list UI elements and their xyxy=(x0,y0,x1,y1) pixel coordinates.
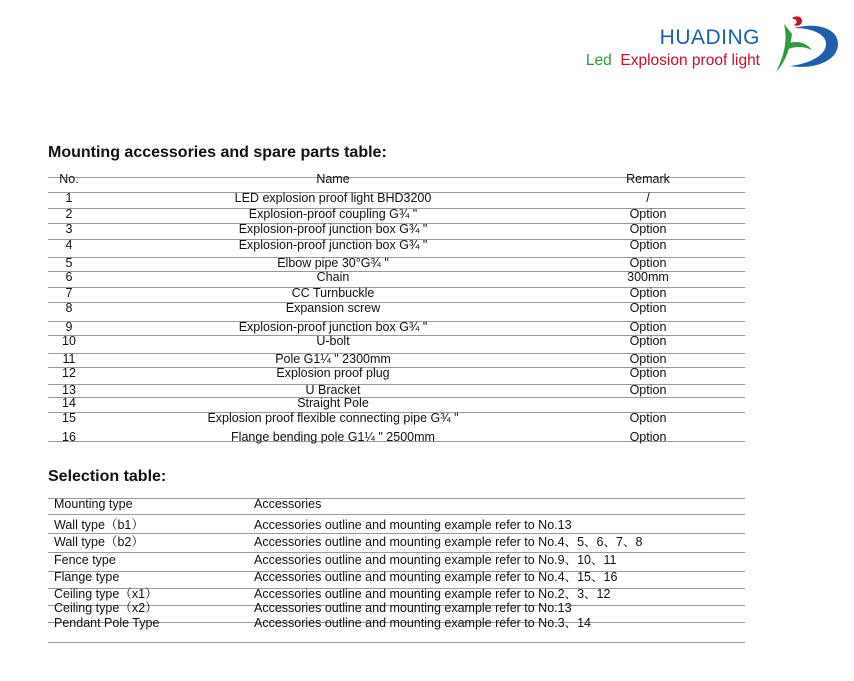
parts-row-7-no: 7 xyxy=(65,286,73,300)
parts-row-6-remark: 300mm xyxy=(627,270,669,284)
parts-table xyxy=(48,172,745,444)
brand-tagline xyxy=(560,52,760,70)
parts-row-1-remark: / xyxy=(646,191,650,205)
parts-row-13-name: U Bracket xyxy=(305,383,361,397)
parts-row-9-name: Explosion-proof junction box G¾ " xyxy=(238,320,428,334)
selection-row-3-accessories: Accessories outline and mounting example refer to No.9、10、11 xyxy=(254,553,617,567)
selection-row-6-accessories: Accessories outline and mounting example refer to No.13 xyxy=(254,601,572,615)
parts-row-11-no: 11 xyxy=(62,352,76,366)
parts-row-2-no: 2 xyxy=(65,207,73,221)
parts-row-5-name: Elbow pipe 30°G¾ " xyxy=(277,256,389,270)
selection-row-4-type: Flange type xyxy=(54,570,120,584)
parts-row-8-no: 8 xyxy=(65,301,73,315)
header-no: No. xyxy=(59,172,79,186)
parts-row-3-remark: Option xyxy=(629,222,667,236)
parts-row-2-name: Explosion-proof coupling G¾ " xyxy=(248,207,418,221)
parts-row-13-remark: Option xyxy=(629,383,667,397)
selection-row-4-accessories: Accessories outline and mounting example refer to No.4、15、16 xyxy=(254,570,618,584)
parts-row-6-name: Chain xyxy=(316,270,350,284)
parts-row-3-name: Explosion-proof junction box G¾ " xyxy=(238,222,428,236)
parts-row-7-name: CC Turnbuckle xyxy=(291,286,375,300)
parts-row-14-name: Straight Pole xyxy=(297,396,369,410)
brand-name: HUADING xyxy=(659,26,760,49)
selection-row-5-type: Ceiling type（x1） xyxy=(54,587,158,601)
parts-row-15-name: Explosion proof flexible connecting pipe G¾ " xyxy=(207,411,459,425)
parts-row-12-no: 12 xyxy=(62,366,76,380)
parts-row-15-remark: Option xyxy=(629,411,667,425)
parts-row-14-no: 14 xyxy=(62,396,76,410)
parts-row-9-remark: Option xyxy=(629,320,667,334)
parts-row-4-name: Explosion-proof junction box G¾ " xyxy=(238,238,428,252)
selection-row-1-accessories: Accessories outline and mounting example refer to No.13 xyxy=(254,518,572,532)
parts-row-15-no: 15 xyxy=(62,411,76,425)
parts-row-3-no: 3 xyxy=(65,222,73,236)
parts-row-11-remark: Option xyxy=(629,352,667,366)
parts-row-8-name: Expansion screw xyxy=(285,301,381,315)
parts-row-4-no: 4 xyxy=(65,238,73,252)
parts-row-12-name: Explosion proof plug xyxy=(276,366,390,380)
huading-logo-icon xyxy=(764,14,842,74)
parts-row-2-remark: Option xyxy=(629,207,667,221)
tagline-led: Led xyxy=(585,52,612,69)
selection-row-7-type: Pendant Pole Type xyxy=(54,616,160,630)
parts-row-10-no: 10 xyxy=(62,334,76,348)
selection-row-6-type: Ceiling type（x2） xyxy=(54,601,158,615)
parts-row-10-name: U-bolt xyxy=(316,334,350,348)
selection-row-5-accessories: Accessories outline and mounting example refer to No.2、3、12 xyxy=(254,587,611,601)
parts-row-7-remark: Option xyxy=(629,286,667,300)
parts-row-1-name: LED explosion proof light BHD3200 xyxy=(234,191,432,205)
header-accessories: Accessories xyxy=(254,497,322,511)
parts-row-16-name: Flange bending pole G1¼ " 2500mm xyxy=(231,430,435,444)
header-remark: Remark xyxy=(626,172,670,186)
parts-table-title: Mounting accessories and spare parts table: xyxy=(48,144,387,161)
selection-table xyxy=(48,496,745,646)
selection-table-title: Selection table: xyxy=(48,468,167,485)
parts-row-12-remark: Option xyxy=(629,366,667,380)
parts-row-9-no: 9 xyxy=(65,320,73,334)
parts-row-10-remark: Option xyxy=(629,334,667,348)
selection-row-7-accessories: Accessories outline and mounting example refer to No.3、14 xyxy=(254,616,591,630)
parts-row-1-no: 1 xyxy=(65,191,73,205)
selection-row-1-type: Wall type（b1） xyxy=(54,518,144,532)
selection-row-2-type: Wall type（b2） xyxy=(54,535,144,549)
parts-row-4-remark: Option xyxy=(629,238,667,252)
parts-row-13-no: 13 xyxy=(62,383,76,397)
parts-row-16-no: 16 xyxy=(62,430,76,444)
parts-row-6-no: 6 xyxy=(65,270,73,284)
tagline-explosion-proof: Explosion proof light xyxy=(620,52,760,69)
selection-row-3-type: Fence type xyxy=(54,553,116,567)
header-name: Name xyxy=(316,172,350,186)
header-mounting-type: Mounting type xyxy=(54,497,133,511)
parts-row-16-remark: Option xyxy=(629,430,667,444)
parts-row-5-remark: Option xyxy=(629,256,667,270)
parts-row-8-remark: Option xyxy=(629,301,667,315)
parts-row-11-name: Pole G1¼ " 2300mm xyxy=(275,352,391,366)
parts-row-5-no: 5 xyxy=(65,256,73,270)
selection-row-2-accessories: Accessories outline and mounting example refer to No.4、5、6、7、8 xyxy=(254,535,643,549)
